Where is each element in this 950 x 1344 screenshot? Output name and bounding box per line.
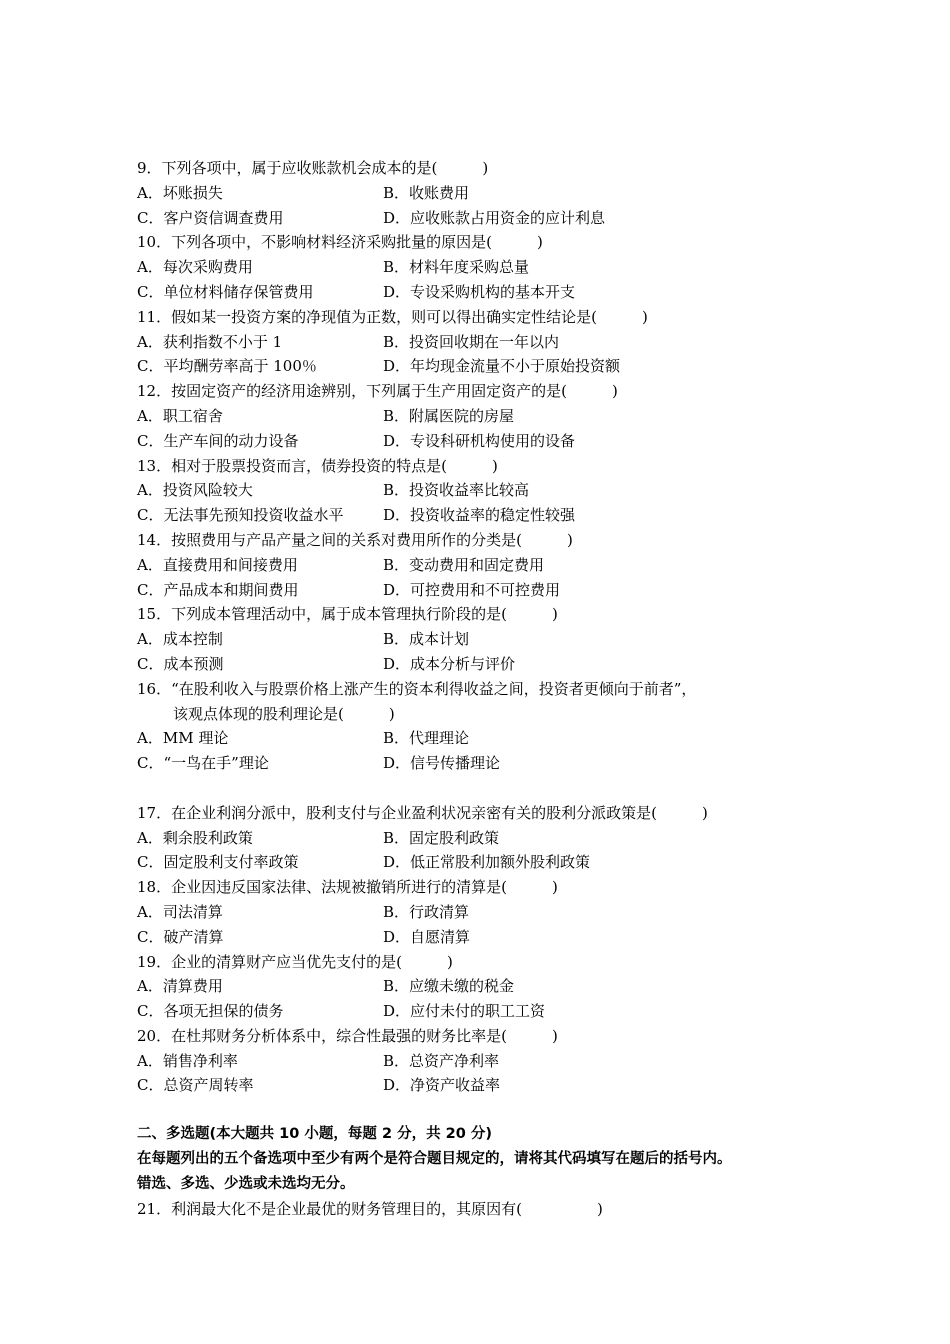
answer-option: A．MM 理论 [137, 729, 229, 748]
option-row [137, 330, 897, 355]
question-stem: 20．在杜邦财务分析体系中，综合性最强的财务比率是( ) [137, 1026, 558, 1045]
answer-option: A．坏账损失 [137, 183, 223, 202]
answer-option: A．每次采购费用 [137, 258, 253, 277]
answer-option: B．收账费用 [383, 183, 470, 202]
answer-option: C．“一鸟在手”理论 [137, 754, 269, 773]
answer-option: D．投资收益率的稳定性较强 [383, 506, 576, 525]
answer-option: B．投资回收期在一年以内 [383, 332, 560, 351]
option-row [137, 206, 897, 231]
option-row [137, 503, 897, 528]
answer-option: C．生产车间的动力设备 [137, 431, 299, 450]
question-stem: 17．在企业利润分派中，股利支付与企业盈利状况亲密有关的股利分派政策是( ) [137, 803, 708, 822]
question-stem: 13．相对于股票投资而言，债券投资的特点是( ) [137, 456, 498, 475]
question-block-single-choice-part2 [137, 801, 897, 1099]
answer-option: B．代理理论 [383, 729, 470, 748]
question-stem: 10．下列各项中，不影响材料经济采购批量的原因是( ) [137, 233, 543, 252]
answer-option: A．直接费用和间接费用 [137, 555, 298, 574]
answer-option: D．成本分析与评价 [383, 654, 516, 673]
question [137, 602, 897, 676]
option-row [137, 1073, 897, 1098]
question [137, 950, 897, 1024]
option-row [137, 553, 897, 578]
option-row [137, 900, 897, 925]
option-row [137, 974, 897, 999]
question [137, 230, 897, 304]
answer-option: B．成本计划 [383, 630, 470, 649]
question [137, 1024, 897, 1098]
answer-option: C．破产清算 [137, 927, 224, 946]
answer-option: D．应付未付的职工工资 [383, 1002, 546, 1021]
answer-option: A．司法清算 [137, 902, 223, 921]
section-title: 二、多选题(本大题共 10 小题，每题 2 分，共 20 分) [137, 1126, 492, 1143]
question-stem: 15．下列成本管理活动中，属于成本管理执行阶段的是( ) [137, 605, 558, 624]
question-stem: 9．下列各项中，属于应收账款机会成本的是( ) [137, 159, 489, 177]
answer-option: C．各项无担保的债务 [137, 1002, 284, 1021]
answer-option: C．成本预测 [137, 654, 224, 673]
answer-option: D．自愿清算 [383, 927, 471, 946]
answer-option: B．总资产净利率 [383, 1051, 500, 1070]
option-row [137, 354, 897, 379]
option-row [137, 999, 897, 1024]
option-row [137, 255, 897, 280]
answer-option: C．平均酬劳率高于 100％ [137, 357, 317, 376]
question-stem: 该观点体现的股利理论是( ) [173, 704, 395, 723]
option-row [137, 627, 897, 652]
answer-option: B．变动费用和固定费用 [383, 555, 545, 574]
question [137, 454, 897, 528]
question-block-single-choice-part1 [137, 156, 897, 776]
answer-option: A．投资风险较大 [137, 481, 253, 500]
answer-option: D．信号传播理论 [383, 754, 501, 773]
answer-option: B．材料年度采购总量 [383, 258, 530, 277]
answer-option: D．净资产收益率 [383, 1076, 501, 1095]
answer-option: B．行政清算 [383, 902, 470, 921]
option-row [137, 652, 897, 677]
option-row [137, 429, 897, 454]
answer-option: C．单位材料储存保管费用 [137, 282, 314, 301]
question-stem: 11．假如某一投资方案的净现值为正数，则可以得出确实定性结论是( ) [137, 307, 648, 326]
answer-option: A．获利指数不小于 1 [137, 332, 283, 351]
question [137, 305, 897, 379]
answer-option: A．销售净利率 [137, 1051, 238, 1070]
option-row [137, 826, 897, 851]
question-stem: 12．按固定资产的经济用途辨别，下列属于生产用固定资产的是( ) [137, 382, 618, 401]
answer-option: B．固定股利政策 [383, 828, 500, 847]
blank-gap [137, 776, 897, 801]
option-row [137, 578, 897, 603]
answer-option: A．剩余股利政策 [137, 828, 253, 847]
option-row [137, 280, 897, 305]
option-row [137, 751, 897, 776]
option-row [137, 850, 897, 875]
answer-option: C．无法事先预知投资收益水平 [137, 506, 344, 525]
question-stem: 19．企业的清算财产应当优先支付的是( ) [137, 952, 453, 971]
answer-option: C．总资产周转率 [137, 1076, 254, 1095]
question-stem: 16．“在股利收入与股票价格上涨产生的资本利得收益之间，投资者更倾向于前者”， [137, 679, 697, 698]
answer-option: D．年均现金流量不小于原始投资额 [383, 357, 621, 376]
answer-option: D．专设科研机构使用的设备 [383, 431, 576, 450]
question-stem: 14．按照费用与产品产量之间的关系对费用所作的分类是( ) [137, 530, 573, 549]
answer-option: A．清算费用 [137, 977, 223, 996]
answer-option: B．投资收益率比较高 [383, 481, 530, 500]
answer-option: B．应缴未缴的税金 [383, 977, 515, 996]
section-multiple-choice [137, 1122, 897, 1221]
answer-option: D．可控费用和不可控费用 [383, 580, 561, 599]
answer-option: B．附属医院的房屋 [383, 406, 515, 425]
question-stem: 18．企业因违反国家法律、法规被撤销所进行的清算是( ) [137, 878, 558, 897]
question [137, 875, 897, 949]
question [137, 156, 897, 230]
exam-page [137, 156, 897, 1221]
section-instruction-2: 错选、多选、少选或未选均无分。 [137, 1175, 355, 1192]
option-row [137, 181, 897, 206]
question [137, 528, 897, 602]
answer-option: C．客户资信调查费用 [137, 208, 284, 227]
option-row [137, 404, 897, 429]
section-gap [137, 1098, 897, 1122]
answer-option: D．专设采购机构的基本开支 [383, 282, 576, 301]
answer-option: A．成本控制 [137, 630, 223, 649]
question [137, 677, 897, 776]
answer-option: A．职工宿舍 [137, 406, 223, 425]
answer-option: C．固定股利支付率政策 [137, 853, 299, 872]
answer-option: D．应收账款占用资金的应计利息 [383, 208, 606, 227]
answer-option: C．产品成本和期间费用 [137, 580, 299, 599]
option-row [137, 726, 897, 751]
question-stem-21: 21．利润最大化不是企业最优的财务管理目的，其原因有( ) [137, 1199, 603, 1218]
option-row [137, 1049, 897, 1074]
question [137, 801, 897, 875]
option-row [137, 478, 897, 503]
question [137, 379, 897, 453]
option-row [137, 925, 897, 950]
answer-option: D．低正常股利加额外股利政策 [383, 853, 591, 872]
section-instruction-1: 在每题列出的五个备选项中至少有两个是符合题目规定的，请将其代码填写在题后的括号内。 [137, 1151, 732, 1168]
